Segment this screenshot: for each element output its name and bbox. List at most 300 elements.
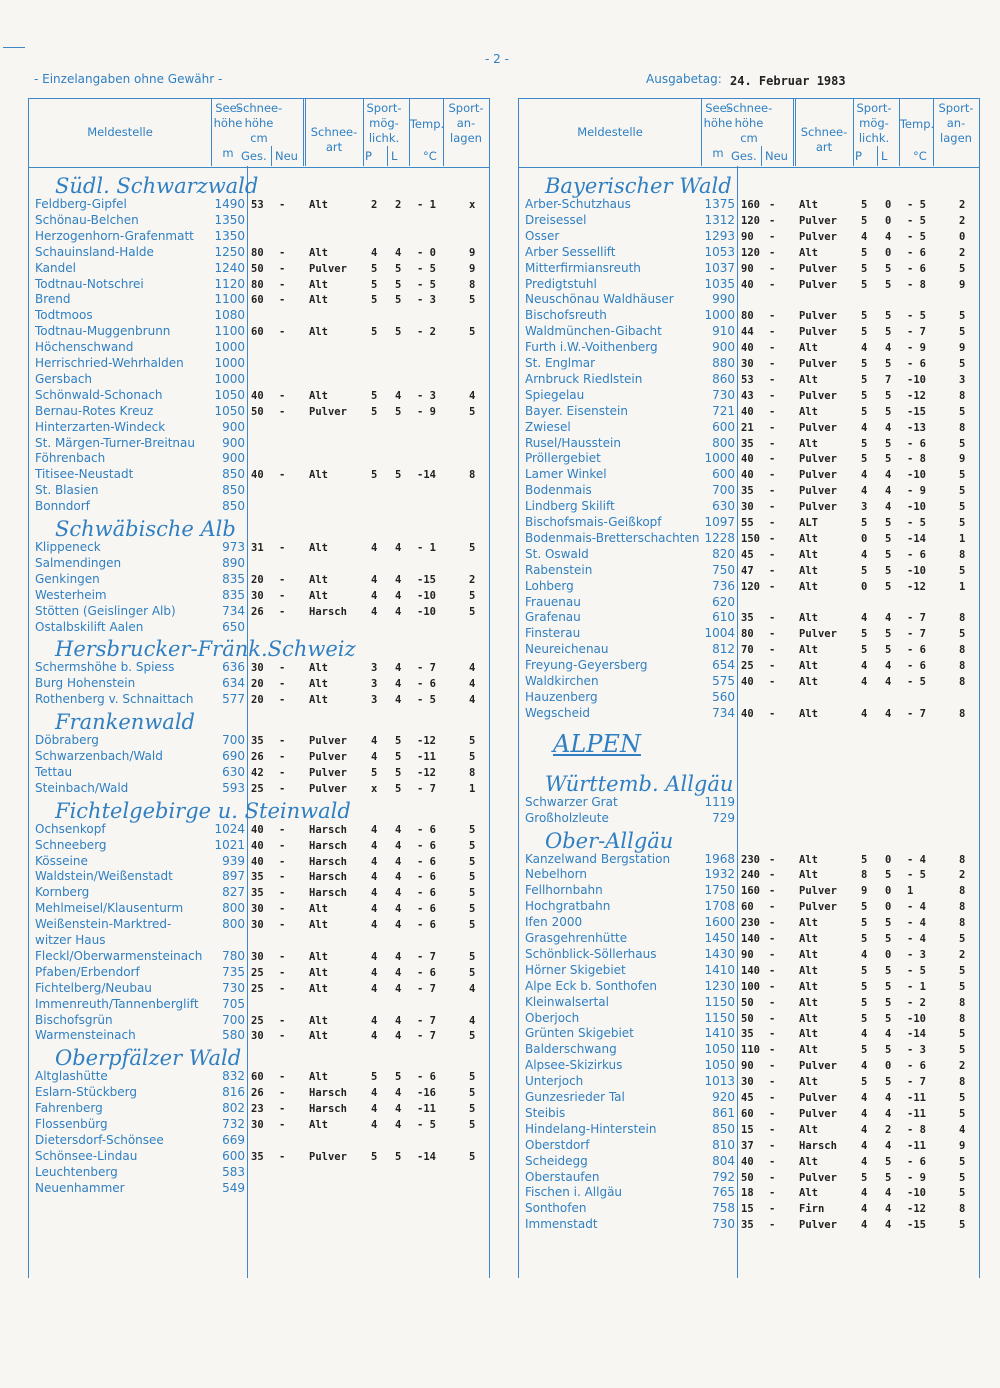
elevation: 700 [222, 1012, 245, 1027]
table-row [519, 979, 979, 995]
table-row [29, 1149, 489, 1165]
snow-total: 50 [251, 262, 264, 275]
snow-new: - [769, 548, 776, 561]
station-name: Todtnau-Muggenbrunn [35, 324, 171, 339]
snow-total: 35 [741, 612, 754, 625]
sport-facilities: 5 [469, 919, 476, 932]
sport-p: 5 [861, 917, 868, 930]
station-name: Stötten (Geislinger Alb) [35, 603, 176, 618]
snow-new: - [769, 707, 776, 720]
snow-new: - [769, 501, 776, 514]
snow-type: Pulver [799, 901, 837, 914]
sport-facilities: 5 [959, 1028, 966, 1041]
station-name: Osser [525, 228, 560, 243]
sport-facilities: 2 [959, 869, 966, 882]
col-seehoehe: See- höhe m [213, 101, 243, 160]
temperature: -14 [907, 1028, 926, 1041]
sport-facilities: 5 [959, 628, 966, 641]
snow-new: - [279, 919, 286, 932]
temperature: - 6 [417, 919, 436, 932]
snow-new: - [279, 982, 286, 995]
snow-type: Alt [799, 707, 818, 720]
table-right [518, 98, 980, 1278]
sport-p: 2 [371, 199, 378, 211]
column-divider [933, 98, 934, 166]
elevation: 1000 [704, 451, 735, 466]
table-row [519, 947, 979, 963]
temperature: -10 [907, 1187, 926, 1200]
station-name: Salmendingen [35, 555, 122, 570]
sport-l: 5 [395, 1150, 402, 1163]
sport-facilities: 5 [469, 823, 476, 836]
snow-total: 110 [741, 1044, 760, 1057]
sport-facilities: 5 [469, 903, 476, 916]
station-name: Lohberg [525, 578, 574, 593]
sport-l: 5 [395, 278, 402, 291]
sport-facilities: 8 [959, 901, 966, 914]
snow-total: 30 [251, 1119, 264, 1131]
sport-facilities: 5 [959, 469, 966, 482]
sport-facilities: 8 [959, 548, 966, 561]
sport-p: 5 [861, 199, 868, 211]
sport-p: 5 [861, 246, 868, 259]
elevation: 700 [222, 733, 245, 748]
col-neu: Neu [765, 149, 788, 163]
table-row [519, 852, 979, 868]
elevation: 810 [712, 1137, 735, 1152]
sport-l: 5 [395, 294, 402, 307]
table-row [519, 1138, 979, 1154]
column-divider [271, 146, 272, 166]
station-name: Wegscheid [525, 705, 590, 720]
col-l: L [391, 149, 398, 163]
temperature: - 5 [417, 694, 436, 707]
sport-facilities: 9 [469, 262, 476, 275]
sport-p: 4 [861, 660, 868, 673]
sport-l: 5 [885, 405, 892, 418]
section-title: Oberpfälzer Wald [55, 1046, 242, 1071]
snow-total: 40 [251, 823, 264, 836]
column-divider [305, 98, 306, 166]
snow-new: - [279, 326, 286, 339]
elevation: 549 [222, 1180, 245, 1195]
sport-facilities: 8 [959, 644, 966, 657]
temperature: - 7 [907, 628, 926, 641]
table-row [29, 1117, 489, 1133]
station-name: Alpe Eck b. Sonthofen [525, 978, 657, 993]
sport-l: 5 [395, 262, 402, 275]
snow-total: 53 [251, 199, 264, 211]
snow-new: - [769, 1219, 776, 1232]
sport-facilities: 5 [469, 405, 476, 418]
elevation: 800 [222, 901, 245, 916]
temperature: - 5 [907, 214, 926, 227]
elevation: 1100 [214, 292, 245, 307]
sport-p: 9 [861, 885, 868, 898]
station-name: Flossenbürg [35, 1117, 108, 1131]
station-name: Schermshöhe b. Spiess [35, 660, 175, 675]
elevation: 620 [712, 594, 735, 609]
sport-facilities: 5 [959, 517, 966, 529]
station-name: Bodenmais-Bretterschachten [525, 530, 700, 545]
column-divider [899, 98, 900, 166]
station-name: Waldmünchen-Gibacht [525, 324, 662, 339]
sport-l: 4 [885, 676, 892, 688]
elevation: 860 [712, 371, 735, 386]
station-name: Döbraberg [35, 733, 99, 748]
sport-l: 5 [885, 628, 892, 641]
snow-total: 26 [251, 605, 264, 618]
snow-total: 15 [741, 1203, 754, 1216]
sport-p: 4 [861, 1060, 868, 1073]
col-sport: Sport- mög- lichk. [366, 101, 402, 145]
snow-type: Alt [799, 1187, 818, 1200]
table-row [519, 674, 979, 690]
snow-total: 30 [251, 950, 264, 963]
sport-l: 5 [885, 933, 892, 945]
snow-type: Pulver [799, 485, 837, 498]
snow-type: Pulver [799, 214, 837, 227]
station-name: Kandel [35, 260, 76, 275]
table-row [519, 811, 979, 827]
table-row [29, 965, 489, 981]
sport-p: 5 [861, 1044, 868, 1057]
sport-facilities: 5 [959, 358, 966, 370]
sport-p: x [371, 782, 378, 795]
station-name: Leuchtenberg [35, 1164, 118, 1179]
table-row [29, 917, 489, 933]
elevation: 634 [222, 676, 245, 691]
sport-facilities: 5 [469, 326, 476, 339]
station-name: Herrischried-Wehrhalden [35, 356, 184, 370]
station-name: Rothenberg v. Schnaittach [35, 692, 194, 707]
temperature: -10 [417, 589, 436, 602]
sport-facilities: 5 [959, 310, 966, 323]
table-row [519, 626, 979, 642]
elevation: 1968 [704, 851, 735, 866]
sport-l: 0 [885, 214, 892, 227]
temperature: - 5 [907, 310, 926, 323]
sport-facilities: 4 [469, 389, 476, 402]
snow-total: 120 [741, 580, 760, 593]
snow-new: - [769, 964, 776, 977]
snow-total: 40 [741, 469, 754, 482]
snow-new: - [769, 1028, 776, 1041]
sport-p: 4 [371, 919, 378, 932]
elevation: 890 [222, 555, 245, 570]
snow-type: Alt [309, 1030, 328, 1043]
station-name: Neureichenau [525, 642, 609, 657]
sport-l: 5 [885, 517, 892, 529]
sport-p: 4 [371, 573, 378, 586]
snow-new: - [769, 1076, 776, 1089]
table-row [29, 604, 489, 620]
column-divider [761, 146, 762, 166]
column-divider [443, 98, 444, 166]
snow-total: 40 [741, 676, 754, 688]
sport-p: 4 [371, 246, 378, 259]
snow-new: - [279, 1103, 286, 1116]
table-row [519, 690, 979, 706]
sport-p: 5 [861, 1076, 868, 1089]
snow-total: 50 [741, 1012, 754, 1025]
snow-type: Alt [799, 548, 818, 561]
elevation: 583 [222, 1164, 245, 1179]
sport-l: 5 [885, 1044, 892, 1057]
snow-type: Alt [309, 966, 328, 979]
elevation: 832 [222, 1069, 245, 1084]
snow-total: 25 [251, 966, 264, 979]
snow-total: 140 [741, 964, 760, 977]
sport-p: 5 [371, 1150, 378, 1163]
table-row [29, 1013, 489, 1029]
station-name: Pfaben/Erbendorf [35, 964, 140, 979]
punch-mark [3, 47, 25, 48]
snow-type: Alt [799, 373, 818, 386]
elevation: 880 [712, 356, 735, 370]
col-sport: Sport- mög- lichk. [856, 101, 892, 145]
sport-facilities: 5 [959, 1219, 966, 1232]
sport-p: 4 [371, 1030, 378, 1043]
snow-total: 40 [741, 342, 754, 355]
snow-new: - [279, 246, 286, 259]
elevation: 735 [222, 964, 245, 979]
temperature: - 8 [907, 278, 926, 291]
snow-type: Alt [309, 542, 328, 554]
sport-l: 5 [885, 564, 892, 577]
sport-l: 4 [885, 1139, 892, 1152]
snow-total: 25 [251, 982, 264, 995]
station-name: Freyung-Geyersberg [525, 658, 648, 673]
station-name: Bischofsreuth [525, 308, 607, 323]
snow-new: - [769, 1155, 776, 1168]
elevation: 1350 [214, 228, 245, 243]
temperature: - 6 [907, 246, 926, 259]
sport-p: 5 [371, 1071, 378, 1084]
station-name: Immenstadt [525, 1217, 598, 1232]
sport-facilities: 9 [959, 453, 966, 466]
snow-type: Alt [799, 532, 818, 545]
sport-p: 5 [371, 278, 378, 291]
snow-type: Harsch [309, 887, 347, 900]
snow-total: 120 [741, 246, 760, 259]
sport-l: 0 [885, 885, 892, 898]
snow-new: - [279, 1030, 286, 1043]
sport-p: 4 [861, 1092, 868, 1104]
sport-p: 4 [861, 1155, 868, 1168]
sport-facilities: 8 [959, 853, 966, 866]
elevation: 736 [712, 578, 735, 593]
snow-new: - [769, 485, 776, 498]
snow-new: - [769, 948, 776, 961]
table-row [519, 356, 979, 372]
snow-type: Alt [309, 1014, 328, 1027]
station-name: Scheidegg [525, 1153, 588, 1168]
table-row [519, 547, 979, 563]
snow-total: 35 [251, 887, 264, 900]
sport-l: 5 [885, 548, 892, 561]
elevation: 593 [222, 780, 245, 795]
section-title: Schwäbische Alb [55, 517, 236, 541]
temperature: 1 [907, 885, 914, 898]
sport-facilities: 5 [959, 1155, 966, 1168]
column-divider [795, 98, 796, 166]
sport-p: 0 [861, 580, 868, 593]
sport-l: 0 [885, 853, 892, 866]
temperature: -11 [907, 1092, 926, 1104]
issue-label: Ausgabetag: [646, 72, 722, 86]
column-divider [409, 98, 410, 166]
snow-total: 90 [741, 230, 754, 243]
elevation: 1050 [704, 1058, 735, 1073]
column-divider [853, 98, 854, 166]
snow-new: - [769, 660, 776, 673]
snow-type: Pulver [309, 766, 347, 779]
snow-type: Harsch [309, 839, 347, 852]
sport-p: 5 [861, 373, 868, 386]
elevation: 577 [222, 692, 245, 707]
snow-new: - [769, 278, 776, 291]
station-name: Dreisessel [525, 212, 587, 227]
sport-p: 3 [861, 501, 868, 514]
snow-total: 20 [251, 573, 264, 586]
elevation: 939 [222, 853, 245, 868]
station-name: Weißenstein-Marktred- [35, 917, 172, 932]
snow-type: Alt [799, 564, 818, 577]
elevation: 1230 [704, 978, 735, 993]
snow-type: Alt [799, 199, 818, 211]
sport-p: 5 [861, 564, 868, 577]
sport-facilities: 2 [959, 1060, 966, 1073]
sport-facilities: 8 [959, 885, 966, 898]
snow-type: Pulver [799, 310, 837, 323]
snow-total: 150 [741, 532, 760, 545]
table-row [519, 658, 979, 674]
station-name: Oberstdorf [525, 1137, 590, 1152]
temperature: -11 [907, 1139, 926, 1152]
sport-p: 8 [861, 869, 868, 882]
sport-facilities: 5 [469, 1119, 476, 1131]
elevation: 580 [222, 1028, 245, 1043]
temperature: - 6 [417, 871, 436, 884]
snow-type: Alt [309, 694, 328, 707]
sport-l: 7 [885, 373, 892, 386]
elevation: 1037 [704, 260, 735, 275]
snow-type: Alt [309, 903, 328, 916]
elevation: 804 [712, 1153, 735, 1168]
snow-total: 50 [741, 1171, 754, 1184]
elevation: 1312 [704, 212, 735, 227]
temperature: - 2 [417, 326, 436, 339]
sport-p: 4 [371, 887, 378, 900]
snow-new: - [769, 1044, 776, 1057]
table-row [519, 261, 979, 277]
sport-p: 5 [861, 964, 868, 977]
snow-type: Pulver [309, 405, 347, 418]
snow-new: - [279, 887, 286, 900]
snow-type: Pulver [799, 885, 837, 898]
temperature: - 5 [907, 964, 926, 977]
sport-p: 5 [861, 1012, 868, 1025]
col-temp: Temp. [409, 117, 445, 131]
sport-facilities: 5 [959, 564, 966, 577]
sport-l: 4 [395, 871, 402, 884]
station-name: Ifen 2000 [525, 915, 583, 930]
elevation: 630 [222, 764, 245, 779]
snow-total: 60 [741, 1107, 754, 1120]
snow-new: - [279, 782, 286, 795]
elevation: 730 [712, 387, 735, 402]
snow-total: 35 [741, 1028, 754, 1041]
temperature: - 5 [907, 199, 926, 211]
temperature: - 7 [907, 326, 926, 339]
sport-facilities: 8 [959, 389, 966, 402]
station-name: Schönblick-Söllerhaus [525, 946, 657, 961]
table-row [519, 420, 979, 436]
station-name: Arnbruck Riedlstein [525, 371, 643, 386]
sport-l: 5 [885, 869, 892, 882]
sport-p: 5 [861, 901, 868, 914]
page-number: - 2 - [485, 52, 509, 66]
snow-new: - [769, 644, 776, 657]
station-name: Steinbach/Wald [35, 780, 129, 795]
snow-new: - [279, 966, 286, 979]
table-row [29, 308, 489, 324]
sport-facilities: 5 [469, 589, 476, 602]
snow-total: 55 [741, 517, 754, 529]
station-name: Brend [35, 292, 71, 307]
elevation: 900 [222, 451, 245, 466]
elevation: 812 [712, 642, 735, 657]
section-title: Südl. Schwarzwald [55, 174, 259, 198]
station-name: Grasgehrenhütte [525, 931, 628, 945]
station-name: Predigtstuhl [525, 276, 597, 291]
snow-total: 30 [251, 1030, 264, 1043]
station-name: Mitterfirmiansreuth [525, 260, 641, 275]
temperature: - 4 [907, 901, 926, 914]
temperature: - 4 [907, 853, 926, 866]
sport-l: 5 [395, 326, 402, 339]
table-row [519, 499, 979, 515]
temperature: - 6 [907, 1060, 926, 1073]
col-meldestelle: Meldestelle [577, 125, 643, 139]
col-p: P [855, 149, 862, 163]
table-row [519, 436, 979, 452]
column-header [29, 98, 489, 168]
sport-p: 4 [371, 735, 378, 748]
elevation: 1000 [214, 340, 245, 355]
elevation: 1150 [704, 994, 735, 1009]
elevation: 705 [222, 996, 245, 1011]
elevation: 636 [222, 660, 245, 675]
snow-total: 60 [741, 901, 754, 914]
temperature: - 9 [907, 1171, 926, 1184]
elevation: 1410 [704, 1026, 735, 1041]
snow-total: 120 [741, 214, 760, 227]
elevation: 816 [222, 1085, 245, 1100]
sport-l: 5 [885, 358, 892, 370]
elevation: 835 [222, 587, 245, 602]
sport-p: 5 [861, 437, 868, 450]
station-name: Waldkirchen [525, 674, 599, 688]
snow-total: 26 [251, 1087, 264, 1100]
elevation: 897 [222, 869, 245, 884]
sport-facilities: 8 [959, 1076, 966, 1089]
sport-facilities: 5 [469, 294, 476, 307]
sport-p: 4 [861, 1187, 868, 1200]
snow-type: Pulver [799, 326, 837, 339]
station-name: Zwiesel [525, 419, 571, 434]
